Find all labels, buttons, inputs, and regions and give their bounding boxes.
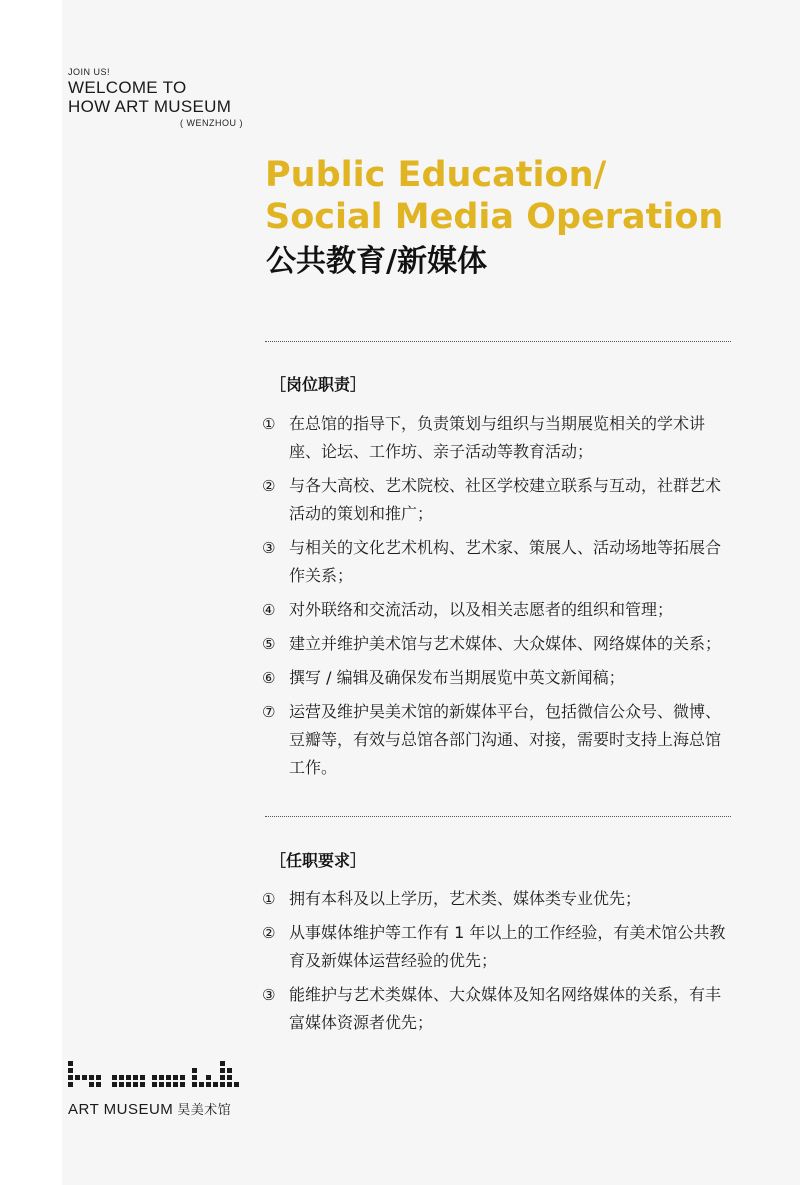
job-title-chinese: 公共教育/新媒体 bbox=[266, 244, 487, 279]
job-title-english bbox=[265, 154, 785, 238]
how-logo-mark bbox=[68, 1061, 248, 1091]
divider-middle bbox=[265, 816, 731, 817]
item-number: ④ bbox=[262, 601, 276, 619]
left-margin bbox=[0, 0, 62, 1185]
item-number: ③ bbox=[262, 539, 276, 557]
list-item bbox=[262, 534, 736, 590]
divider-top bbox=[265, 341, 731, 342]
museum-name-line: HOW ART MUSEUM bbox=[68, 97, 232, 116]
welcome-line: WELCOME TO bbox=[68, 78, 187, 97]
item-text: 对外联络和交流活动，以及相关志愿者的组织和管理； bbox=[289, 600, 674, 619]
job-title-en-line2: Social Media Operation bbox=[265, 197, 724, 237]
museum-header bbox=[68, 66, 308, 130]
item-text: 建立并维护美术馆与艺术媒体、大众媒体、网络媒体的关系； bbox=[289, 634, 722, 653]
list-item bbox=[262, 885, 736, 913]
item-text: 与相关的文化艺术机构、艺术家、策展人、活动场地等拓展合作关系； bbox=[289, 538, 722, 585]
join-us-label: JOIN US! bbox=[68, 67, 111, 77]
logo-chinese: 昊美术馆 bbox=[177, 1103, 232, 1118]
item-number: ⑤ bbox=[262, 635, 276, 653]
requirements-list bbox=[262, 885, 736, 1043]
item-text: 撰写 / 编辑及确保发布当期展览中英文新闻稿； bbox=[289, 668, 625, 687]
responsibilities-heading: ［岗位职责］ bbox=[270, 375, 367, 394]
item-text: 从事媒体维护等工作有 1 年以上的工作经验，有美术馆公共教育及新媒体运营经验的优先； bbox=[289, 923, 726, 970]
list-item bbox=[262, 919, 736, 975]
item-number: ① bbox=[262, 415, 276, 433]
list-item bbox=[262, 981, 736, 1037]
list-item bbox=[262, 410, 736, 466]
item-text: 拥有本科及以上学历，艺术类、媒体类专业优先； bbox=[289, 889, 642, 908]
item-number: ③ bbox=[262, 986, 276, 1004]
list-item bbox=[262, 472, 736, 528]
item-number: ⑦ bbox=[262, 703, 276, 721]
list-item bbox=[262, 630, 736, 658]
city-label: ( WENZHOU ) bbox=[180, 118, 243, 128]
responsibilities-list bbox=[262, 410, 736, 788]
item-number: ① bbox=[262, 890, 276, 908]
item-number: ② bbox=[262, 477, 276, 495]
museum-logo-text bbox=[68, 1099, 231, 1118]
list-item bbox=[262, 664, 736, 692]
item-text: 能维护与艺术类媒体、大众媒体及知名网络媒体的关系，有丰富媒体资源者优先； bbox=[289, 985, 722, 1032]
list-item bbox=[262, 698, 736, 782]
logo-english: ART MUSEUM bbox=[68, 1101, 174, 1118]
item-text: 在总馆的指导下，负责策划与组织与当期展览相关的学术讲座、论坛、工作坊、亲子活动等教育活动； bbox=[289, 414, 706, 461]
item-text: 与各大高校、艺术院校、社区学校建立联系与互动，社群艺术活动的策划和推广； bbox=[289, 476, 722, 523]
item-text: 运营及维护昊美术馆的新媒体平台，包括微信公众号、微博、豆瓣等，有效与总馆各部门沟通、对接，需要时支持上海总馆工作。 bbox=[289, 702, 722, 777]
requirements-heading: ［任职要求］ bbox=[270, 851, 367, 870]
job-title-en-line1: Public Education/ bbox=[265, 155, 607, 195]
item-number: ② bbox=[262, 924, 276, 942]
list-item bbox=[262, 596, 736, 624]
item-number: ⑥ bbox=[262, 669, 276, 687]
